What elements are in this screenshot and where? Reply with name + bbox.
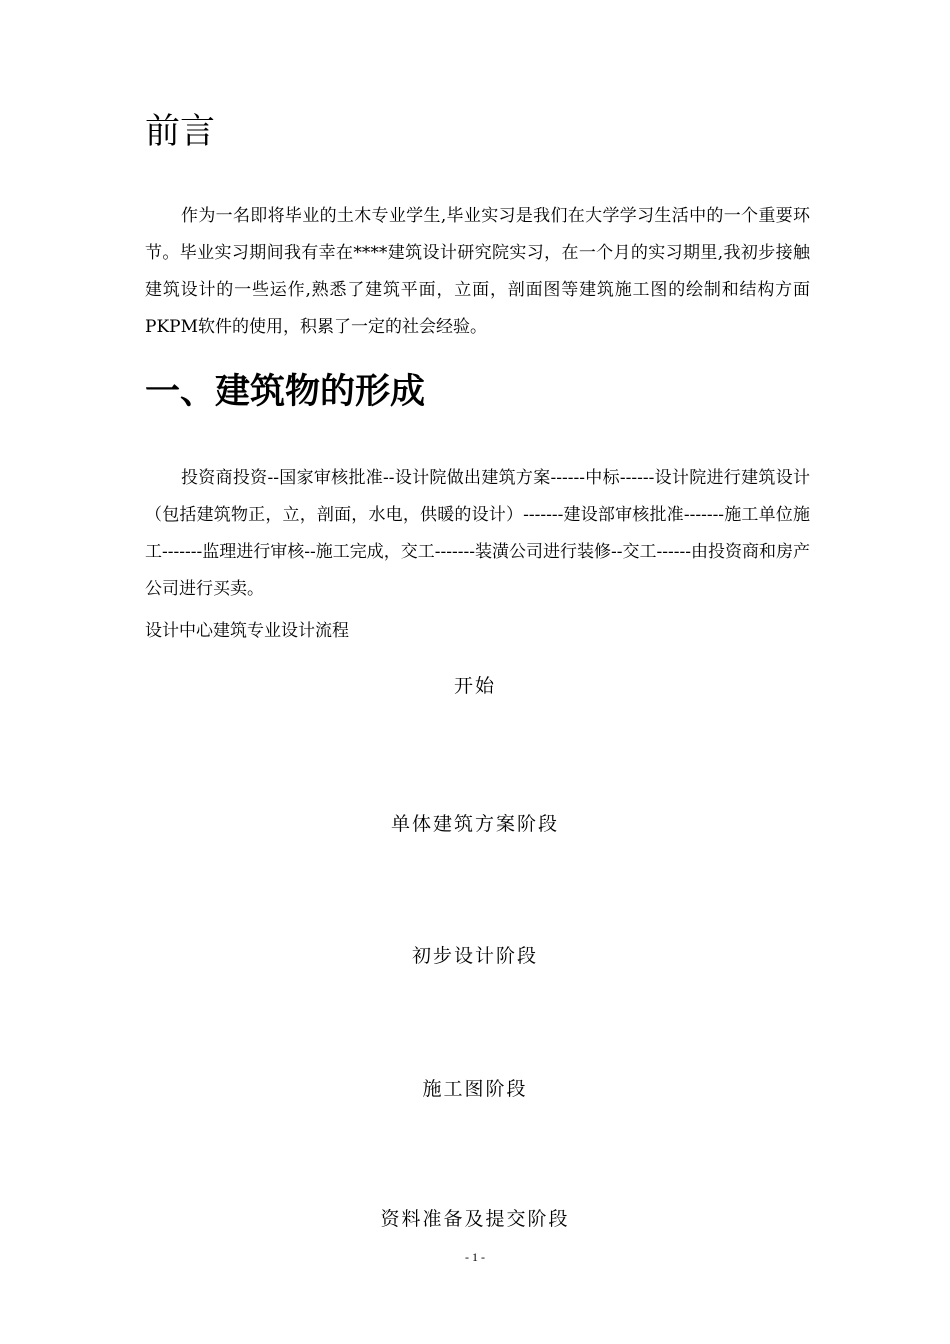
flow-step-start: 开始 — [453, 675, 496, 697]
flow-step-preliminary: 初步设计阶段 — [411, 945, 538, 967]
flow-step-scheme: 单体建筑方案阶段 — [390, 813, 559, 835]
flow-step-submission: 资料准备及提交阶段 — [380, 1208, 570, 1230]
preface-paragraph: 作为一名即将毕业的土木专业学生,毕业实习是我们在大学学习生活中的一个重要环节。毕业实习期间我有幸在****建筑设计研究院实习，在一个月的实习期里,我初步接触建筑设计的一些运作,熟悉了建筑平面，立面，剖面图等建筑施工图的绘制和结构方面PKPM软件的使用，积累了一定的社会经验。 — [145, 206, 810, 337]
flow-step-construction-drawing: 施工图阶段 — [422, 1078, 528, 1100]
flow-caption: 设计中心建筑专业设计流程 — [145, 621, 349, 641]
preface-heading: 前言 — [145, 112, 216, 152]
page-number: - 1 - — [465, 1250, 485, 1264]
section-1-paragraph: 投资商投资--国家审核批准--设计院做出建筑方案------中标------设计院进行建筑设计（包括建筑物正，立，剖面，水电，供暖的设计）-------建设部审核批准-------施工单位施工-------监理进行审核--施工完成，交工-------装潢公司进行装修--交工------由投资商和房产公司进行买卖。 — [145, 468, 810, 599]
section-1-heading: 一、建筑物的形成 — [145, 372, 426, 412]
